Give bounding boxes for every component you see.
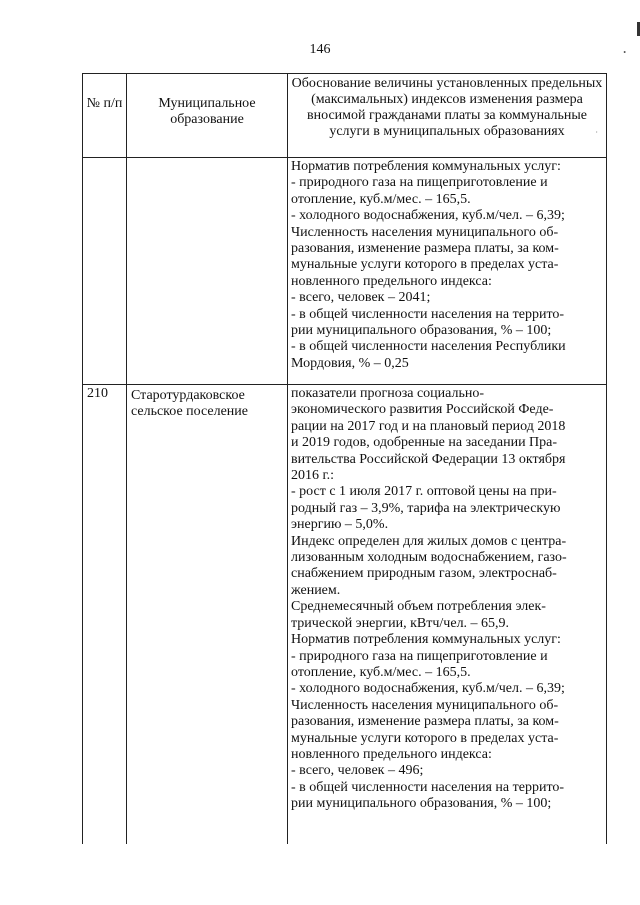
text-line: - в общей численности населения на террито- [291,779,565,795]
table-row-border [83,384,606,385]
page-number: 146 [309,42,331,57]
scan-speck: • [623,48,626,57]
row-justification-cell [291,386,602,813]
text-line: Численность населения муниципального об- [291,697,559,713]
text-line: вительства Российской Федерации 13 октября [291,451,566,467]
text-line: рии муниципального образования, % – 100; [291,796,552,812]
row-municipality: Старотурдаковское сельское поселение [131,388,248,419]
text-line: - природного газа на пищеприготовление и [291,175,548,191]
text-line: Индекс определен для жилых домов с центра- [291,533,567,549]
header-justification: Обоснование величины установленных предельных (максимальных) индексов изменения размера вносимой гражданами платы за коммунальные услуги в муниципальных образованиях [291,76,603,139]
text-line: - всего, человек – 496; [291,763,424,779]
text-line: экономического развития Российской Феде- [291,402,554,418]
text-line: - всего, человек – 2041; [291,290,431,306]
text-line: мунальные услуги которого в пределах уста- [291,257,559,273]
text-line: жением. [291,582,341,598]
text-line: лизованным холодным водоснабжением, газо- [291,550,567,566]
table-divider [287,74,288,844]
header-municipality: Муниципальное образование [158,96,256,127]
text-line: отопление, куб.м/мес. – 165,5. [291,664,471,680]
text-line: разования, изменение размера платы, за ком- [291,714,559,730]
text-line: показатели прогноза социально- [291,386,485,401]
table-divider [126,74,127,844]
text-line: рации на 2017 год и на плановый период 2018 [291,418,566,434]
text-line: - рост с 1 июля 2017 г. оптовой цены на при- [291,484,557,500]
text-line: рии муниципального образования, % – 100; [291,323,552,339]
text-line: трической энергии, кВтч/чел. – 65,9. [291,615,510,631]
text-line: и 2019 годов, одобренные на заседании Пра- [291,435,558,451]
text-line: Норматив потребления коммунальных услуг: [291,159,561,174]
text-line: - в общей численности населения на террито- [291,306,565,322]
text-line: Норматив потребления коммунальных услуг: [291,632,561,648]
text-line: - холодного водоснабжения, куб.м/чел. – 6,39; [291,208,565,224]
text-line: отопление, куб.м/мес. – 165,5. [291,191,471,207]
text-line: снабжением природным газом, электроснаб- [291,566,557,582]
text-line: новленного предельного индекса: [291,273,492,289]
text-line: - холодного водоснабжения, куб.м/чел. – 6,39; [291,681,565,697]
continued-justification-cell [291,159,602,372]
scan-speck: · [595,128,598,137]
text-line: родный газ – 3,9%, тарифа на электрическую [291,500,561,516]
text-line: Численность населения муниципального об- [291,224,559,240]
text-line: - природного газа на пищеприготовление и [291,648,548,664]
municipal-table [82,73,607,844]
header-number: № п/п [86,96,123,111]
text-line: мунальные услуги которого в пределах уста- [291,730,559,746]
text-line: - в общей численности населения Республики [291,339,566,355]
text-line: Среднемесячный объем потребления элек- [291,599,546,615]
text-line: Мордовия, % – 0,25 [291,355,409,371]
row-number: 210 [87,386,108,401]
table-header-border [83,157,606,158]
text-line: энергию – 5,0%. [291,517,389,533]
text-line: разования, изменение размера платы, за ком- [291,241,559,257]
text-line: 2016 г.: [291,468,335,484]
text-line: новленного предельного индекса: [291,746,492,762]
